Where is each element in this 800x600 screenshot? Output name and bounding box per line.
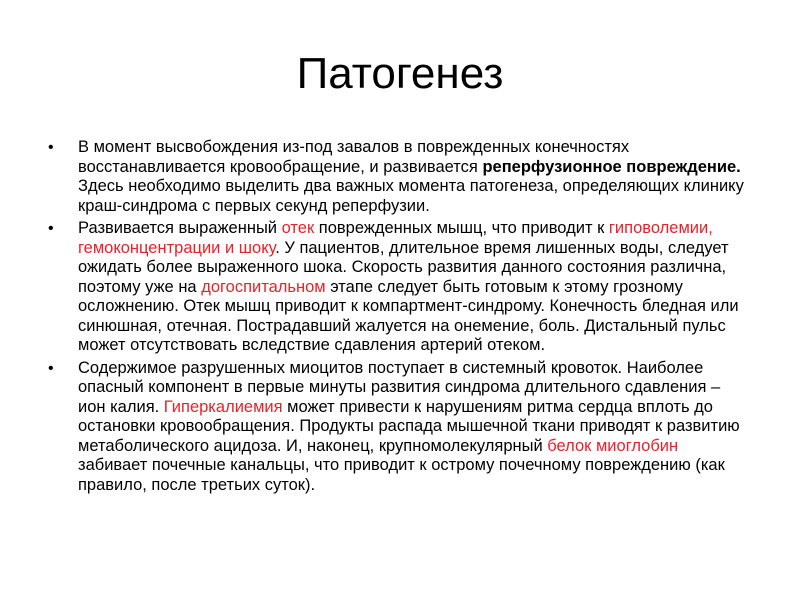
text-segment-highlight: белок миоглобин: [547, 436, 679, 455]
text-segment-highlight: отек: [281, 219, 315, 237]
bullet-text: [78, 359, 740, 494]
text-segment: забивает почечные канальцы, что приводит к острому почечному повреждению (как правило, после третьих суток).: [78, 456, 725, 494]
text-segment-highlight: гиповолемии, гемоконцентрации и шоку: [78, 219, 713, 257]
bullet-text: [78, 219, 739, 354]
bullet-item: [48, 219, 748, 356]
text-segment-highlight: Гиперкалиемия: [163, 397, 283, 416]
text-segment: . У пациентов, длительное время лишенных воды, следует ожидать более выраженного шока. Скорость развития данного состояния различна, поэтому уже на: [78, 238, 729, 296]
bullet-icon: •: [48, 220, 54, 237]
text-segment-bold: реперфузионное повреждение.: [482, 157, 741, 176]
bullet-icon: •: [48, 359, 54, 377]
text-segment-highlight: догоспитальном: [201, 277, 326, 296]
text-segment: В момент высвобождения из-под завалов в поврежденных конечностях восстанавливается кровообращение, и развивается: [78, 138, 630, 176]
bullet-item: [48, 138, 748, 216]
text-segment: Развивается выраженный: [78, 219, 282, 237]
bullet-icon: •: [48, 139, 54, 156]
bullet-list: [48, 138, 748, 498]
text-segment: Здесь необходимо выделить два важных момента патогенеза, определяющих клинику краш-синдрома с первых секунд реперфузии.: [78, 177, 744, 215]
text-segment: этапе следует быть готовым к этому грозному осложнению. Отек мышц приводит к компартмент-синдрому. Конечность бледная или синюшная, отечная. Пострадавший жалуется на онемение, боль. Дистальный пульс может отсутствовать вследствие сдавления артерий отеком.: [78, 277, 739, 354]
bullet-text: [78, 138, 744, 215]
slide-title: Патогенез: [296, 49, 504, 98]
text-segment: поврежденных мышц, что приводит к: [314, 219, 609, 237]
bullet-item: [48, 359, 748, 496]
text-segment: может привести к нарушениям ритма сердца вплоть до остановки кровообращения. Продукты распада мышечной ткани приводят к развитию метаболического ацидоза. И, наконец, крупномолекулярный: [78, 397, 740, 455]
text-segment: Содержимое разрушенных миоцитов поступает в системный кровоток. Наиболее опасный компонент в первые минуты развития синдрома длительного сдавления – ион калия.: [78, 358, 721, 416]
